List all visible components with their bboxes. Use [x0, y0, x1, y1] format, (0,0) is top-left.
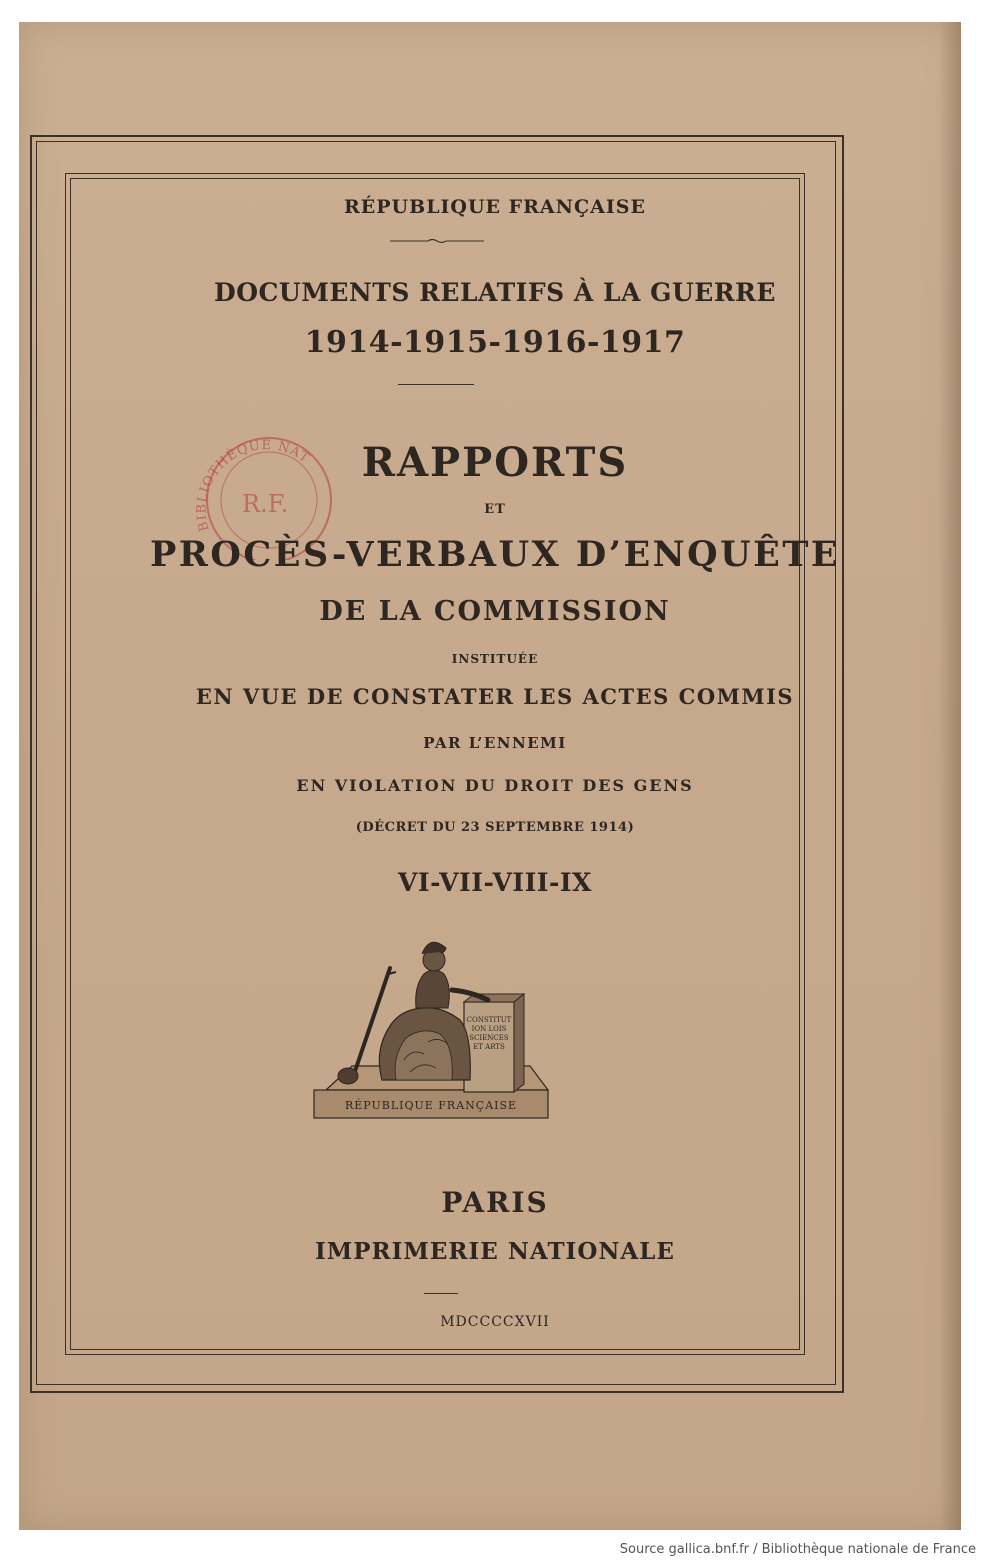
source-credit: Source gallica.bnf.fr / Bibliothèque nationale de France: [619, 1542, 976, 1557]
stamp-initials: R.F.: [242, 490, 289, 518]
title-proces-verbaux: PROCÈS-VERBAUX D’ENQUÊTE: [149, 534, 841, 575]
title-par-ennemi: PAR L’ENNEMI: [423, 734, 567, 752]
book-inscription: CONSTITUTION LOIS SCIENCES ET ARTS: [466, 1016, 512, 1051]
marianne-emblem: [312, 930, 550, 1126]
series-title: DOCUMENTS RELATIFS À LA GUERRE: [214, 278, 776, 307]
stamp-text: BIBLIOTHÈQUE NAT: [194, 438, 313, 533]
publication-year: MDCCCCXVII: [440, 1314, 550, 1330]
republic-heading: RÉPUBLIQUE FRANÇAISE: [344, 196, 646, 218]
years-range: 1914-1915-1916-1917: [304, 325, 686, 360]
divider-rule-1: [398, 384, 474, 385]
title-rapports: RAPPORTS: [361, 439, 629, 486]
title-et: ET: [484, 502, 506, 517]
plinth-text: RÉPUBLIQUE FRANÇAISE: [344, 1099, 518, 1112]
title-commission: DE LA COMMISSION: [319, 596, 671, 627]
publication-city: PARIS: [441, 1186, 549, 1219]
divider-rule-2: [424, 1293, 458, 1294]
ornamental-rule: [390, 238, 484, 244]
title-instituee: INSTITUÉE: [451, 652, 539, 666]
volume-numbers: VI-VII-VIII-IX: [398, 868, 592, 897]
decree-note: (DÉCRET DU 23 SEPTEMBRE 1914): [355, 820, 635, 835]
publisher-name: IMPRIMERIE NATIONALE: [315, 1238, 675, 1265]
title-violation: EN VIOLATION DU DROIT DES GENS: [296, 776, 694, 795]
title-purpose: EN VUE DE CONSTATER LES ACTES COMMIS: [195, 684, 795, 709]
